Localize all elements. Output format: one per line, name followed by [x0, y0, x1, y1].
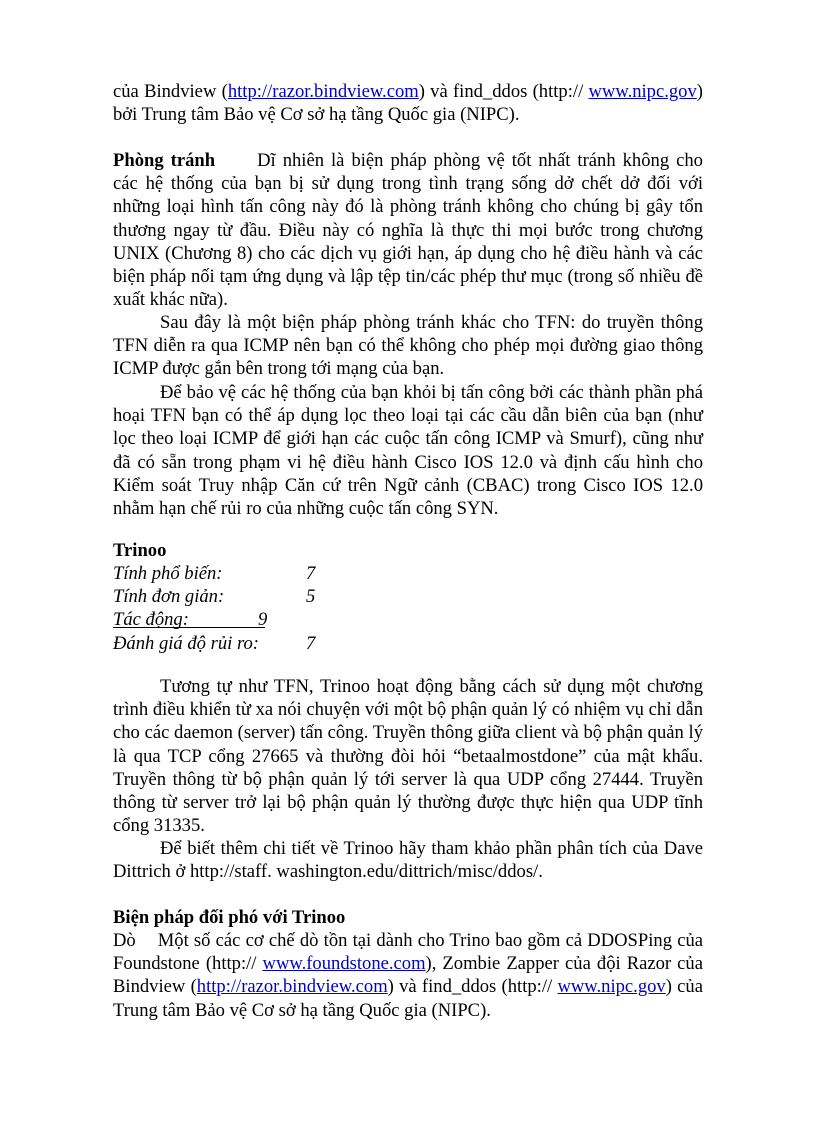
prevention-text: Dĩ nhiên là biện pháp phòng vệ tốt nhất tránh không cho các hệ thống của bạn bị sử dụng trong tình trạng sống dở chết dở đối với những loại hình tấn công này đó là phòng tránh không cho chúng bị gây tổn thương ngay từ đầu. Điều này có nghĩa là thực thi mọi bước trong chương UNIX (Chương 8) cho các dịch vụ giới hạn, áp dụng cho hệ điều hành và các biện pháp nối tạm ứng dụng và lập tệp tin/các phép thư mục (trong số nhiều đề xuất khác nữa).: [113, 150, 703, 311]
prevention-heading: Phòng tránh: [113, 150, 216, 171]
detect-label: Dò: [113, 930, 136, 951]
razor-link[interactable]: http://razor.bindview.com: [227, 81, 419, 102]
countermeasures-heading: Biện pháp đối phó với Trinoo: [113, 907, 346, 928]
counter-text-1: Một số các cơ chế dò tồn tại dành cho Trino bao gồm cả DDOSPing của Foundstone (http://: [113, 930, 703, 975]
rating-label: Tính phổ biến:: [113, 563, 223, 584]
intro-text-2: ) và find_ddos (http://: [418, 81, 584, 102]
prevention-paragraph-3: Để bảo vệ các hệ thống của bạn khỏi bị tấn công bởi các thành phần phá hoại TFN bạn có thể áp dụng lọc theo loại tại các cầu dẫn biên của bạn (như lọc theo loại ICMP để giới hạn các cuộc tấn công ICMP và Smurf), cũng như đã có sẵn trong phạm vi hệ điều hành Cisco IOS 12.0 và định cấu hình cho Kiểm soát Truy nhập Căn cứ trên Ngữ cảnh (CBAC) trong Cisco IOS 12.0 nhằm hạn chế rủi ro của những cuộc tấn công SYN.: [113, 382, 703, 520]
counter-text-3: ) và find_ddos (http://: [387, 976, 553, 998]
rating-row-simplicity: [113, 585, 373, 608]
rating-value: 7: [306, 632, 316, 654]
counter-text-2: ), Zombie Zapper của đội Razor của Bindview (: [113, 953, 703, 998]
rating-row-risk: [113, 632, 373, 655]
intro-paragraph: [113, 80, 703, 126]
trinoo-description: Tương tự như TFN, Trinoo hoạt động bằng cách sử dụng một chương trình điều khiển từ xa nói chuyện với một bộ phận quản lý có nhiệm vụ chỉ dẫn cho các daemon (server) tấn công. Truyền thông giữa client và bộ phận quản lý là qua TCP cổng 27665 và thường đòi hỏi “betaalmostdone” của mật khẩu. Truyền thông từ bộ phận quản lý tới server là qua UDP cổng 27444. Truyền thông từ server trở lại bộ phận quản lý thường được thực hiện qua UDP tĩnh cổng 31335.: [113, 676, 703, 837]
risk-rating-table: [113, 562, 373, 655]
trinoo-reference: Để biết thêm chi tiết về Trinoo hãy tham khảo phần phân tích của Dave Dittrich ở http://staff. washington.edu/dittrich/misc/ddos/.: [113, 838, 703, 883]
counter-text-4: ) của Trung tâm Bảo vệ Cơ sở hạ tầng Quốc gia (NIPC).: [113, 976, 703, 1021]
rating-row-impact: [113, 608, 373, 631]
rating-value: 5: [306, 586, 316, 608]
prevention-paragraph-2: Sau đây là một biện pháp phòng tránh khác cho TFN: do truyền thông TFN diễn ra qua ICMP nên bạn có thể không cho phép mọi đường giao thông ICMP được gắn bên trong tới mạng của bạn.: [113, 312, 703, 380]
trinoo-heading: Trinoo: [113, 540, 167, 561]
rating-label: Tính đơn giản:: [113, 586, 225, 608]
nipc-link-2[interactable]: www.nipc.gov: [557, 976, 666, 998]
razor-link-2[interactable]: http://razor.bindview.com: [196, 976, 388, 998]
rating-value: 7: [306, 563, 316, 584]
rating-row-popularity: [113, 562, 373, 585]
rating-label: Tác động:: [113, 609, 189, 631]
rating-label: Đánh giá độ rủi ro:: [113, 632, 259, 654]
foundstone-link[interactable]: www.foundstone.com: [262, 953, 426, 975]
intro-text-3: ) bởi Trung tâm Bảo vệ Cơ sở hạ tầng Quốc gia (NIPC).: [113, 81, 703, 126]
nipc-link[interactable]: www.nipc.gov: [588, 81, 697, 102]
impact-underline: [113, 627, 265, 628]
prevention-paragraph: [113, 149, 703, 311]
countermeasures-paragraph: [113, 929, 703, 1022]
rating-value: 9: [258, 609, 268, 631]
intro-text-1: của Bindview (: [113, 81, 228, 102]
